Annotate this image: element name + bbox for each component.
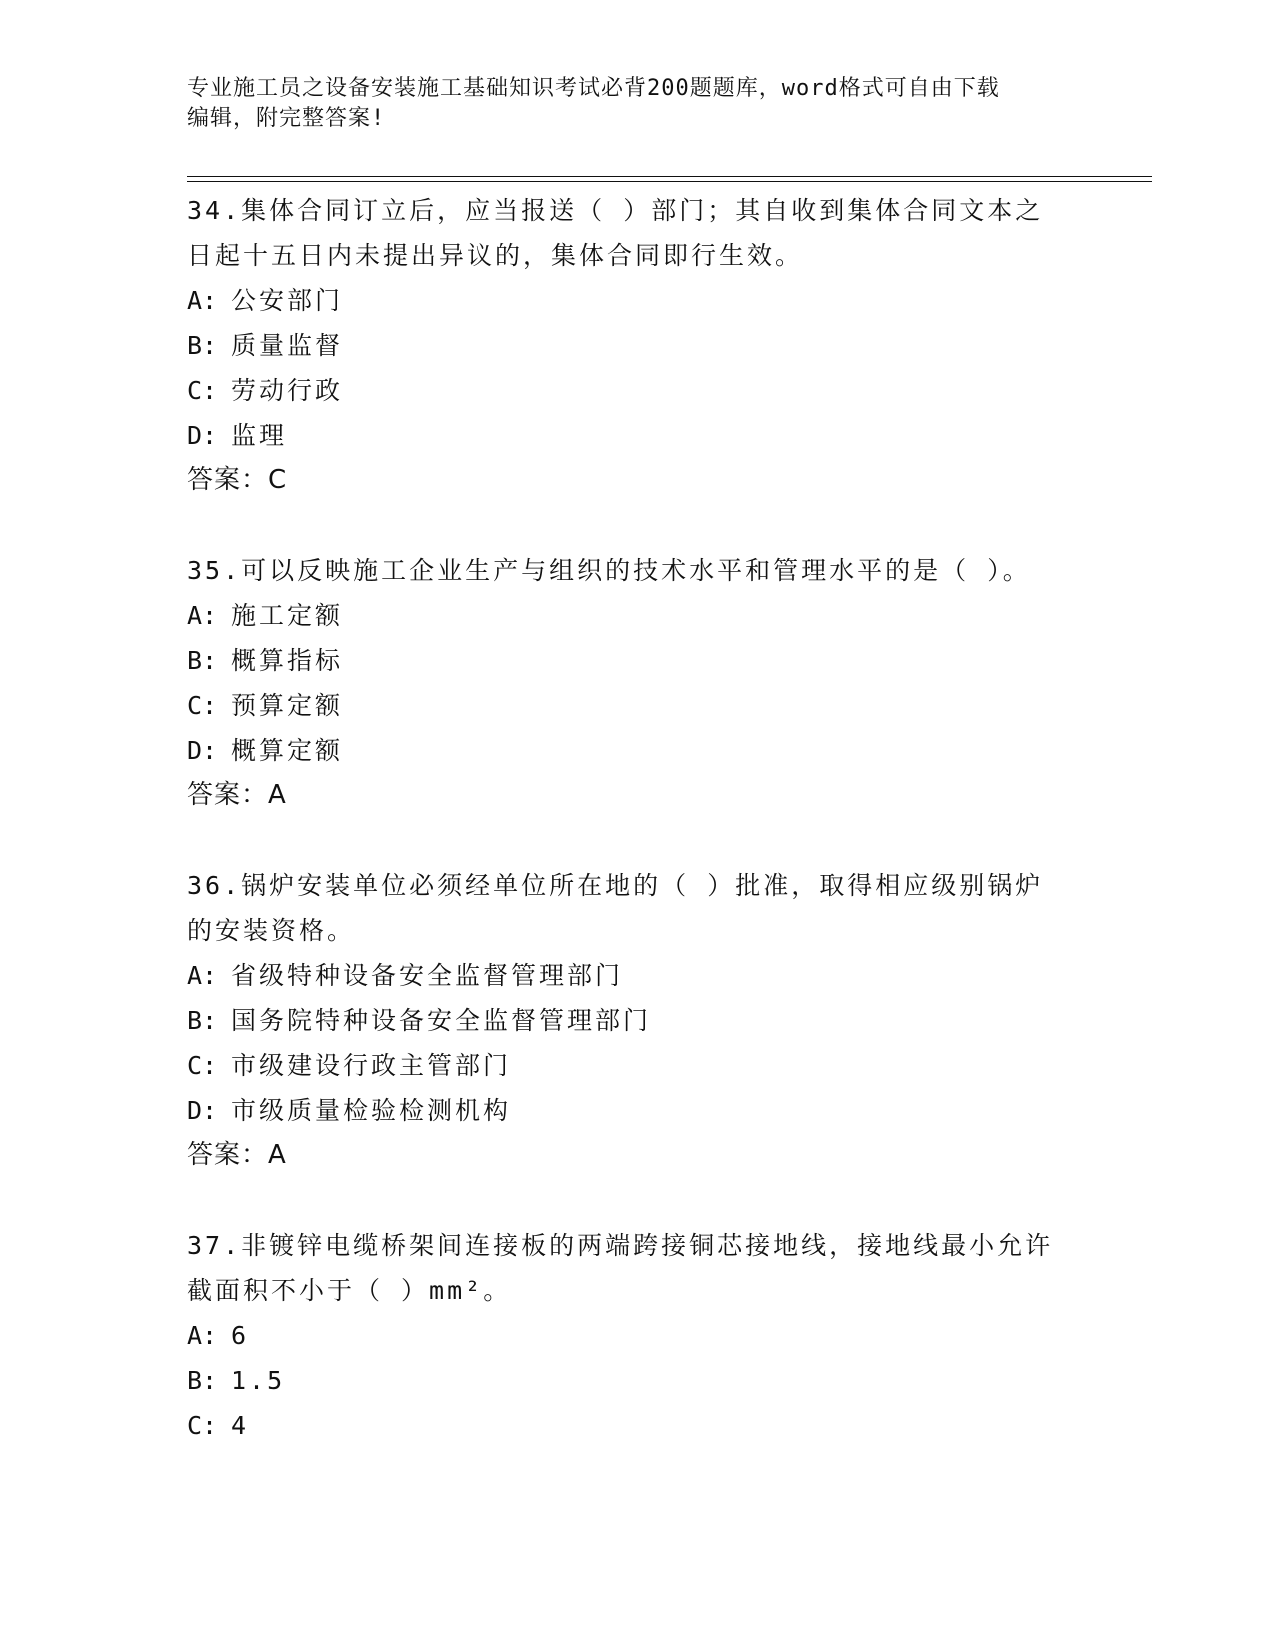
option-a: A: 公安部门 xyxy=(187,286,344,315)
option-b: B: 国务院特种设备安全监督管理部门 xyxy=(187,1006,652,1035)
question-36-line-2: 的安装资格。 xyxy=(187,916,356,945)
question-36-line-1: 36.锅炉安装单位必须经单位所在地的（ ）批准，取得相应级别锅炉 xyxy=(187,871,1044,900)
header-divider-top xyxy=(187,176,1152,177)
option-a: A: 省级特种设备安全监督管理部门 xyxy=(187,961,624,990)
option-d: D: 市级质量检验检测机构 xyxy=(187,1096,512,1125)
question-36 xyxy=(187,863,1087,1178)
question-35-line-1: 35.可以反映施工企业生产与组织的技术水平和管理水平的是（ ）。 xyxy=(187,556,1031,585)
header-line-2: 编辑，附完整答案! xyxy=(187,106,386,131)
option-a: A: 6 xyxy=(187,1321,250,1350)
option-b: B: 概算指标 xyxy=(187,646,344,675)
question-34-line-2: 日起十五日内未提出异议的，集体合同即行生效。 xyxy=(187,241,804,270)
answer-35: 答案：A xyxy=(187,780,287,810)
option-a: A: 施工定额 xyxy=(187,601,344,630)
header-line-1: 专业施工员之设备安装施工基础知识考试必背200题题库，word格式可自由下载 xyxy=(187,76,1000,101)
answer-36: 答案：A xyxy=(187,1140,287,1170)
option-c: C: 市级建设行政主管部门 xyxy=(187,1051,512,1080)
question-37-line-1: 37.非镀锌电缆桥架间连接板的两端跨接铜芯接地线，接地线最小允许 xyxy=(187,1231,1054,1260)
option-c: C: 预算定额 xyxy=(187,691,344,720)
document-header xyxy=(187,74,1087,134)
question-35 xyxy=(187,548,1087,818)
option-b: B: 质量监督 xyxy=(187,331,344,360)
question-37 xyxy=(187,1223,1087,1448)
question-34 xyxy=(187,188,1087,503)
question-37-line-2: 截面积不小于（ ）mm²。 xyxy=(187,1276,512,1305)
option-d: D: 监理 xyxy=(187,421,288,450)
option-d: D: 概算定额 xyxy=(187,736,344,765)
option-c: C: 4 xyxy=(187,1411,250,1440)
option-b: B: 1.5 xyxy=(187,1366,286,1395)
answer-34: 答案：C xyxy=(187,465,288,495)
question-34-line-1: 34.集体合同订立后，应当报送（ ）部门；其自收到集体合同文本之 xyxy=(187,196,1044,225)
option-c: C: 劳动行政 xyxy=(187,376,344,405)
header-divider-bottom xyxy=(187,181,1152,182)
